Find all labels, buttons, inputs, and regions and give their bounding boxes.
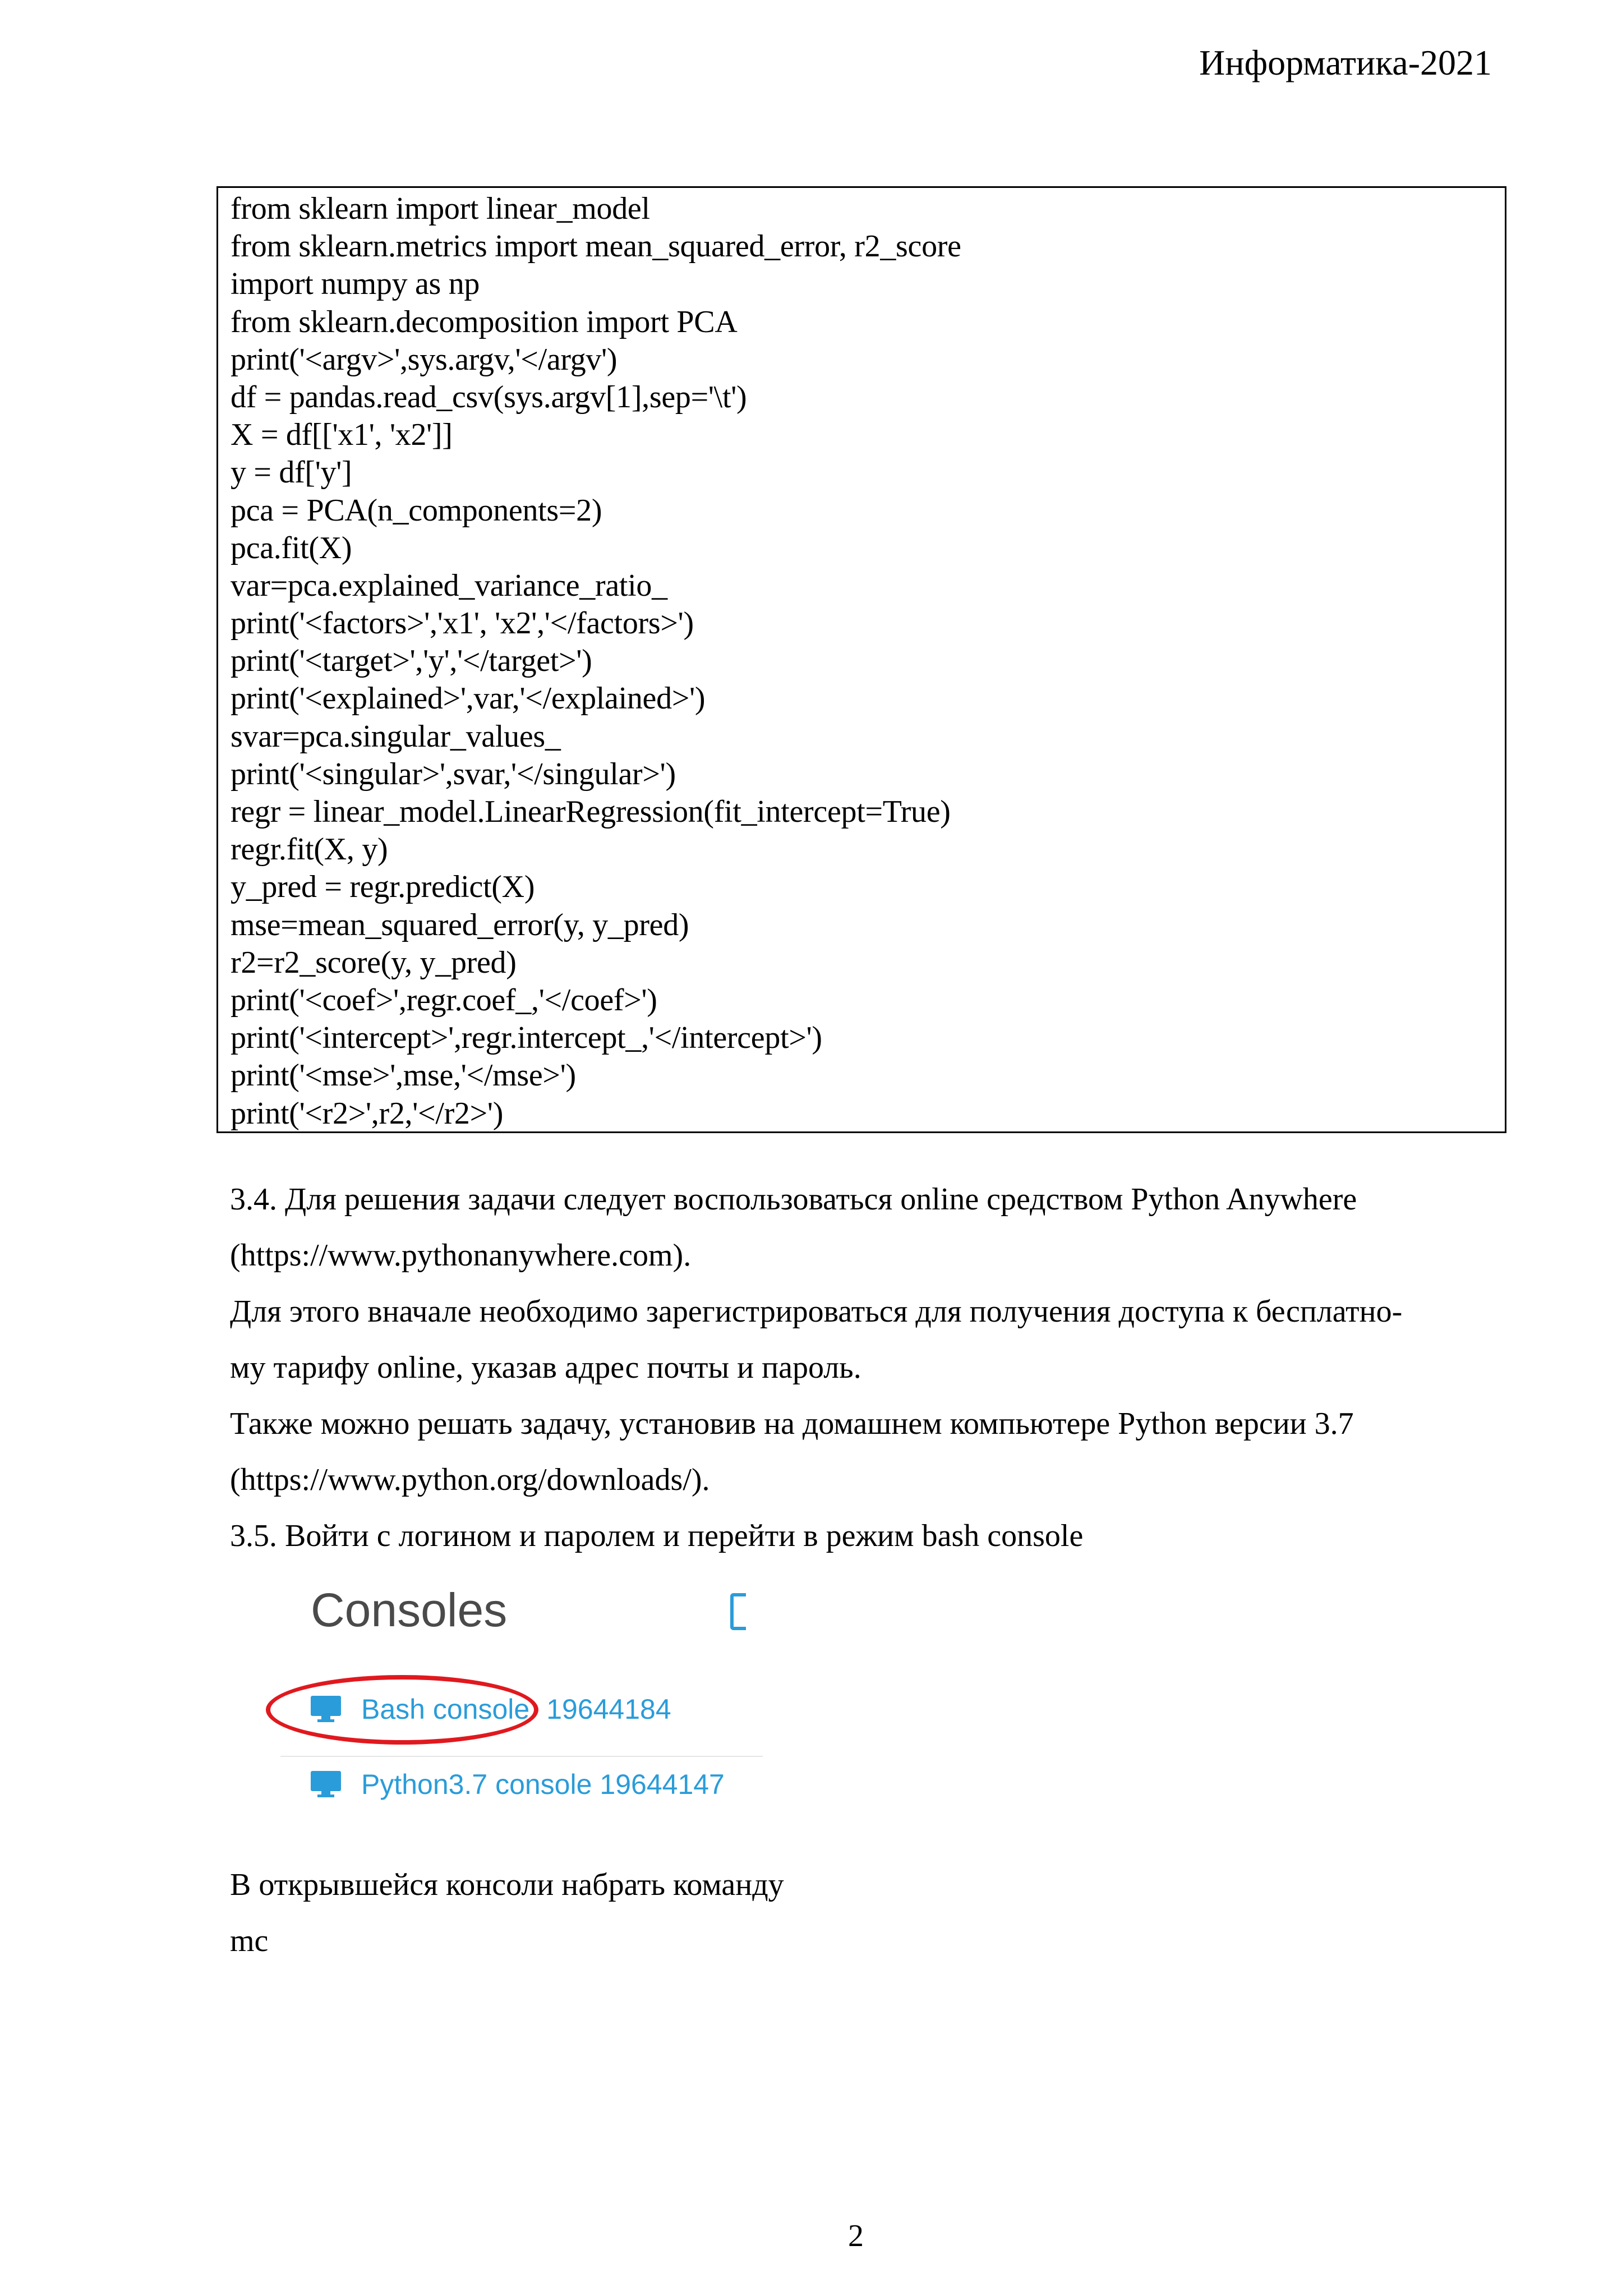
code-line: print('<mse>',mse,'</mse>') [231,1058,576,1093]
paragraph-register-line-2: му тарифу online, указав адрес почты и пароль. [230,1350,861,1385]
consoles-panel-screenshot [269,1571,763,1840]
paragraph-home-line-2: (https://www.python.org/downloads/). [230,1462,710,1497]
consoles-title: Consoles [311,1584,508,1636]
code-line: regr = linear_model.LinearRegression(fit_intercept=True) [231,794,951,829]
paragraph-register-line-1: Для этого вначале необходимо зарегистрироваться для получения доступа к бесплатно- [230,1294,1403,1329]
bash-console-id: 19644184 [546,1694,671,1725]
divider [280,1756,763,1757]
red-highlight-ellipse [266,1675,538,1745]
code-line: print('<factors>','x1', 'x2','</factors>') [231,606,694,641]
paragraph-3-4-line-1: 3.4. Для решения задачи следует воспользоваться online средством Python Anywhere [230,1182,1357,1217]
code-line: df = pandas.read_csv(sys.argv[1],sep='\t') [231,379,747,415]
code-line: print('<r2>',r2,'</r2>') [231,1096,504,1131]
code-line: from sklearn.decomposition import PCA [231,304,738,339]
code-line: print('<coef>',regr.coef_,'</coef>') [231,982,657,1018]
command-text: mc [230,1924,269,1958]
bash-console-label: Bash console [361,1694,530,1725]
code-line: mse=mean_squared_error(y, y_pred) [231,907,689,942]
code-line: r2=r2_score(y, y_pred) [231,945,517,980]
code-line: print('<explained>',var,'</explained>') [231,681,706,716]
python-console-id: 19644147 [600,1769,725,1800]
paragraph-home-line-1: Также можно решать задачу, установив на домашнем компьютере Python версии 3.7 [230,1406,1354,1441]
code-line: from sklearn import linear_model [231,191,650,226]
python-console-label: Python3.7 console [361,1769,592,1800]
code-line: var=pca.explained_variance_ratio_ [231,568,667,603]
code-line: svar=pca.singular_values_ [231,719,561,754]
paragraph-3-5: 3.5. Войти с логином и паролем и перейти в режим bash console [230,1519,1084,1553]
code-line: print('<argv>',sys.argv,'</argv') [231,342,618,377]
paragraph-open-console: В открывшейся консоли набрать команду [230,1867,784,1902]
cropped-bracket-icon [730,1593,746,1630]
code-listing-box [216,186,1506,1133]
page-number: 2 [848,2219,864,2253]
document-header-title: Информатика-2021 [1199,43,1492,82]
code-line: pca = PCA(n_components=2) [231,493,602,528]
code-line: y_pred = regr.predict(X) [231,869,535,905]
monitor-icon [311,1771,341,1798]
code-line: from sklearn.metrics import mean_squared_error, r2_score [231,229,961,264]
python-console-link[interactable] [311,1768,725,1801]
code-line: pca.fit(X) [231,530,352,565]
paragraph-3-4-line-2: (https://www.pythonanywhere.com). [230,1238,692,1273]
code-line: X = df[['x1', 'x2']] [231,417,453,453]
code-line: regr.fit(X, y) [231,832,388,867]
code-line: y = df['y'] [231,455,352,490]
code-line: import numpy as np [231,266,480,302]
code-line: print('<singular>',svar,'</singular>') [231,756,676,792]
code-line: print('<target>','y','</target>') [231,643,592,679]
code-lines [231,190,1505,1133]
code-line: print('<intercept>',regr.intercept_,'</intercept>') [231,1020,822,1056]
